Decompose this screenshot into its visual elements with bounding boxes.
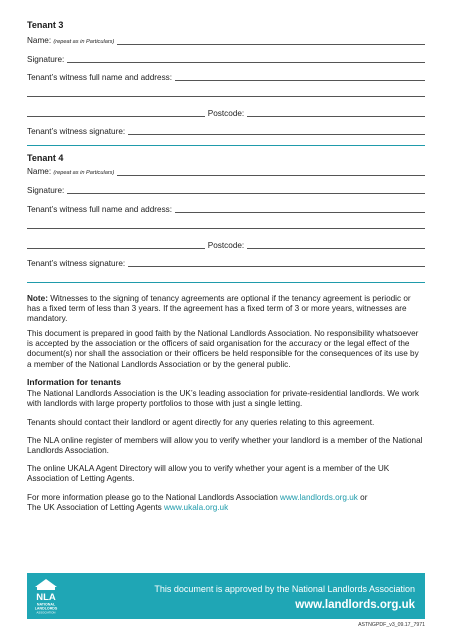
tenant4-heading: Tenant 4 bbox=[27, 153, 64, 163]
tenant4-postcode-row bbox=[27, 239, 425, 251]
tenant4-name-hint: (repeat as in Particulars) bbox=[53, 170, 115, 176]
info-paragraph-4: The online UKALA Agent Directory will allow you to verify whether your agent is a member of the UK Association of Letting Agents. bbox=[27, 464, 390, 484]
tenant3-address-line[interactable] bbox=[27, 96, 425, 97]
footer-approved-text: This document is approved by the National Landlords Association bbox=[154, 584, 415, 594]
tenant3-name-field[interactable] bbox=[117, 44, 425, 45]
tenant3-postcode-row bbox=[27, 107, 425, 119]
tenant4-witness-signature-field[interactable] bbox=[128, 266, 425, 267]
footer-url-link[interactable]: www.landlords.org.uk bbox=[295, 599, 415, 611]
tenant3-witness-row bbox=[27, 71, 425, 83]
info-p5-text-c: The UK Association of Letting Agents bbox=[27, 503, 164, 513]
tenant4-address-line[interactable] bbox=[27, 228, 425, 229]
tenant3-signature-label: Signature: bbox=[27, 55, 65, 64]
info-heading: Information for tenants bbox=[27, 377, 122, 387]
tenant4-witness-name-label: Tenant’s witness full name and address: bbox=[27, 205, 173, 214]
tenant4-postcode-label: Postcode: bbox=[207, 241, 245, 250]
info-paragraph-3: The NLA online register of members will allow you to verify whether your landlord is a member of the National Landlords Association. bbox=[27, 436, 423, 456]
tenant3-witness-name-field[interactable] bbox=[175, 80, 425, 81]
note-text: Witnesses to the signing of tenancy agreements are optional if the tenancy agreement is periodic or has a fixed term of less than 3 years. If the agreement has a fixed term of 3 or more years, witnesses are mandatory. bbox=[27, 294, 411, 324]
logo-text: NLA bbox=[36, 592, 56, 603]
tenant4-address-line-2[interactable] bbox=[27, 248, 205, 249]
tenant4-name-label: Name: bbox=[27, 167, 52, 176]
tenant4-witness-signature-row bbox=[27, 257, 425, 269]
disclaimer-paragraph: This document is prepared in good faith by the National Landlords Association. No responsibility whatsoever is accepted by the association or the officers of said organisation for the accuracy or the legal effect of the document(s) nor shall the association or their officers be held responsible for the consequences of its use by a member of the National Landlords Association or by the general public. bbox=[27, 329, 419, 369]
tenant3-signature-field[interactable] bbox=[67, 62, 425, 63]
logo-sub-1: NATIONAL bbox=[36, 602, 56, 607]
tenant3-witness-signature-label: Tenant’s witness signature: bbox=[27, 127, 126, 136]
reference-code: ASTNGPDF_v3_09.17_7971 bbox=[358, 622, 425, 628]
section-divider bbox=[27, 145, 425, 146]
nla-logo-icon bbox=[33, 577, 59, 615]
info-p5-text-b: or bbox=[357, 493, 368, 502]
tenant4-signature-field[interactable] bbox=[67, 193, 425, 194]
tenant4-signature-row bbox=[27, 184, 425, 196]
info-p5-text-a: For more information please go to the National Landlords Association bbox=[27, 493, 281, 502]
tenant3-name-label: Name: bbox=[27, 36, 52, 45]
tenant3-postcode-field[interactable] bbox=[247, 116, 425, 117]
tenant3-postcode-label: Postcode: bbox=[207, 109, 245, 118]
info-paragraph-5 bbox=[27, 493, 425, 513]
tenant4-witness-row bbox=[27, 203, 425, 215]
tenant3-name-hint: (repeat as in Particulars) bbox=[53, 39, 115, 45]
tenant3-address-line-2[interactable] bbox=[27, 116, 205, 117]
landlords-link[interactable]: www.landlords.org.uk bbox=[280, 493, 358, 502]
tenant3-signature-row bbox=[27, 53, 425, 65]
footer-banner bbox=[27, 573, 425, 619]
tenant3-name-row bbox=[27, 35, 425, 47]
tenant3-heading: Tenant 3 bbox=[27, 20, 64, 30]
tenant4-witness-name-field[interactable] bbox=[175, 212, 425, 213]
tenant3-witness-signature-field[interactable] bbox=[128, 134, 425, 135]
section-divider-2 bbox=[27, 282, 425, 283]
logo-sub-2: LANDLORDS bbox=[34, 606, 58, 611]
info-paragraph-2: Tenants should contact their landlord or agent directly for any queries relating to this agreement. bbox=[27, 418, 375, 427]
tenant3-witness-name-label: Tenant’s witness full name and address: bbox=[27, 73, 173, 82]
tenant4-signature-label: Signature: bbox=[27, 186, 65, 195]
note-paragraph bbox=[27, 294, 425, 325]
logo-sub-3: ASSOCIATION bbox=[36, 610, 56, 615]
info-paragraph-1: The National Landlords Association is the UK’s leading association for private-residential landlords. We work with landlords with large property portfolios to those with just a single letting. bbox=[27, 389, 419, 409]
note-bold: Note: bbox=[27, 294, 48, 303]
ukala-link[interactable]: www.ukala.org.uk bbox=[164, 503, 229, 513]
tenant4-name-field[interactable] bbox=[117, 175, 425, 176]
tenant4-witness-signature-label: Tenant’s witness signature: bbox=[27, 259, 126, 268]
tenant3-witness-signature-row bbox=[27, 125, 425, 137]
tenant4-name-row bbox=[27, 166, 425, 178]
tenant4-postcode-field[interactable] bbox=[247, 248, 425, 249]
